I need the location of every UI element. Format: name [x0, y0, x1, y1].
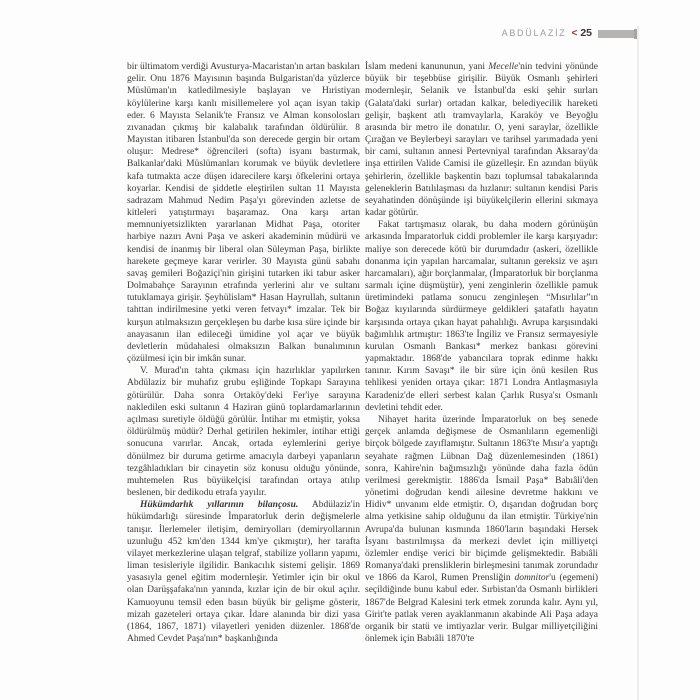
- text-segment: Nihayet harita üzerinde İmparatorluk on beş senede gerçek anlamda değişmese de Osmanlıların egemenliği birçok bölgede zayıflamıştır. Sultanın 1863'te Mısır'a yaptığı seyahate rağmen Lübnan Dağ düzenlemesinden (1861) sonra, Kahire'nin bağımsızlığı yönünde daha fazla ödün verilmesi gerekmiştir. 1886'da İsmail Paşa* Babıâli'den yönetimi doğrudan kendi ailesine devretme hakkını ve Hidiv* unvanını elde etmiştir. O, dışarıdan doğrudan borç alma yetkisine sahip olduğunu da ilan etmiştir. Türkiye'nin Avrupa'da bulunan kısmında 1860'ların başındaki Hersek İsyanı bastırılmışsa da merkezi devlet için milliyetçi özlemler endişe verici bir biçimde gelişmektedir. Babıâli Romanya'daki prensliklerin birleşmesini tanımak zorundadır ve 1866 da Karol, Rumen Prensliğin: [365, 414, 598, 584]
- page-edge-line: [637, 26, 639, 700]
- text-segment: domnitor: [514, 573, 550, 584]
- text-segment: Hükümdarlık yıllarının bilançosu.: [140, 500, 299, 511]
- paragraph: [127, 365, 360, 499]
- paragraph: [127, 499, 360, 645]
- text-segment: bir ültimatom verdiği Avusturya-Macaristan'ın artan baskıları gelir. Onu 1876 Mayısının başında Bulgaristan'da yüzlerce Müslüman'ın katledilmesiyle başlayan ve Hıristiyan köylülerine karşı kanlı misillemelere yol açan isyan takip eder. 6 Mayısta Selanik'te Fransız ve Alman konsolosları zıvanadan çıkmış bir kalabalık tarafından öldürülür. 8 Mayıstan itibaren İstanbul'da son derecede gergin bir ortam oluşur: Medrese* öğrencileri (softa) isyanı bastırmak, Balkanlar'daki Müslümanları korumak ve büyük devletlere kafa tutmakta acze düşen idarecilere karşı öfkelerini ortaya koyarlar. Kendisi de şiddetle eleştirilen sultan 11 Mayısta sadrazam Mahmud Nedim Paşa'yı görevinden azletse de kitleleri yatıştırmayı başaramaz. Ona karşı artan memnuniyetsizlikten yararlanan Midhat Paşa, otoriter harbiye nazırı Avni Paşa ve askeri akademinin müdürü ve kendisi de inanmış bir liberal olan Süleyman Paşa, birlikte harekete geçmeye karar verirler. 30 Mayısta günü sabahı savaş gemileri Boğaziçi'nin girişini tutarken iki tabur asker Dolmabahçe Sarayının etrafında yerlerini alır ve sultanı tutuklamaya girişir. Şeyhülislam* Hasan Hayrullah, sultanın tahttan indirilmesine yetki veren fetvayı* imzalar. Tek bir kurşun atılmaksızın gerçekleşen bu darbe kısa süre içinde bir anayasanın ilan edileceği ümidine yol açar ve büyük devletlerin müdahalesi olmaksızın Balkan bunalımının çözülmesi için bir imkân sunar.: [127, 62, 360, 365]
- text-segment: 'nin tedvini yönünde büyük bir teşebbüse girişilir. Büyük Osmanlı şehirleri modernleşir, Selanik ve İstanbul'da eski şehir surları (Galata'daki surlar) ortadan kalkar, belediyecilik hareketi gelişir, başkent atlı tramvaylarla, Karaköy ve Beyoğlu arasında bir metro ile donatılır. O, yeni saraylar, özellikle Çırağan ve Beylerbeyi sarayları ve tarihsel yarımadada yeni bir cami, sultanın annesi Pertevniyal tarafından Aksaray'da inşa ettirilen Valide Camisi ile güzelleşir. En azından büyük şehirlerin, özellikle başkentin bazı toplumsal tabakalarında geleneklerin Batılılaşması da hızlanır: sultanın kendisi Paris seyahatinden dönüşünde işi büyükelçilerin ellerini sıkmaya kadar götürür.: [365, 62, 598, 219]
- text-columns: [127, 61, 598, 665]
- paragraph: [365, 219, 598, 414]
- text-segment: 'u (egemeni) seçildiğinde bunu kabul eder. Sırbistan'da Osmanlı birlikleri 1867'de Belgrad Kalesini terk etmek zorunda kalır. Aynı yıl, Girit'te patlak veren ayaklanmanın akabinde Ali Paşa adaya organik bir statü ve imtiyazlar verir. Bulgar milliyetçiliğini önlemek için Babıâli 1870'te: [365, 573, 598, 645]
- text-segment: Fakat tartışmasız olarak, bu daha modern görünüşün arkasında İmparatorluk ciddi problemler ile karşı karşıyadır: maliye son derecede kötü bir durumdadır (askeri, özellikle donanma için yapılan harcamalar, sultanın gereksiz ve aşırı harcamaları), ağır borçlanmalar, (İmparatorluk bir borçlanma sarmalı içine düşmüştür), yeni zenginlerin özellikle pamuk üretimindeki patlama sonucu zenginleşen “Mısırlılar”ın Boğaz kıyılarında sürdürmeye geldikleri şatafatlı hayatın karşısında ortaya çıkan hayat pahalılığı. Avrupa karşısındaki bağımlılık artmıştır: 1863'te İngiliz ve Fransız sermayesiyle kurulan Osmanlı Bankası* merkez bankası görevini yapmaktadır. 1868'de yabancılara toprak edinme hakkı tanınır. Kırım Savaşı* ile bir süre için önü kesilen Rus tehlikesi yeniden ortaya çıkar: 1871 Londra Antlaşmasıyla Karadeniz'de elleri serbest kalan Çarlık Rusya'sı Osmanlı devletini tehdit eder.: [365, 220, 598, 413]
- paragraph: [365, 61, 598, 219]
- column-left: [127, 61, 360, 665]
- text-segment: V. Murad'ın tahta çıkması için hazırlıklar yapılırken Abdülaziz bir muhafız grubu eşliğinde Topkapı Sarayına götürülür. Daha sonra Ortaköy'deki Fer'iye sarayına nakledilen eski sultanın 4 Haziran günü toplardamarlarının açılması suretiyle öldüğü görülür. İntihar mı etmiştir, yoksa öldürülmüş müdür? Derhal getirilen hekimler, intihar ettiği sonucuna varırlar. Ancak, ortada eylemlerini geriye dönülmez bir duruma getirme amacıyla darbeyi yapanların tezgâhladıkları bir cinayetin söz konusu olduğu yönünde, muhtemelen Rus büyükelçisi tarafından ortaya atılıp beslenen, bir dedikodu etrafa yayılır.: [127, 366, 360, 499]
- page-number: 25: [580, 27, 592, 39]
- header-arrow-icon: <: [571, 28, 578, 39]
- text-segment: Mecelle: [488, 62, 519, 72]
- header-tab-bar: [598, 30, 637, 38]
- chapter-title: ABDÜLAZİZ: [501, 28, 567, 38]
- paragraph: [365, 414, 598, 645]
- column-right: [365, 61, 598, 665]
- text-segment: Abdülaziz'in hükümdarlığı süresinde İmparatorluk derin değişmelerle tanışır. İlerlemeler iletişim, demiryolları (demiryollarının uzunluğu 452 km'den 1344 km'ye çıkmıştır), her tarafta vilayet merkezlerine ulaşan telgraf, stabilize yolların yapımı, liman tesisleriyle ilgilidir. Bankacılık sistemi gelişir. 1869 yasasıyla genel eğitim modernleşir. Yetimler için bir okul olan Darüşşafaka'nın yanında, kızlar için de bir okul açılır. Kamuoyunu temsil eden basın büyük bir gelişme gösterir, mizah gazeteleri ortaya çıkar. İdare alanında bir dizi yasa (1864, 1867, 1871) vilayetleri yeniden düzenler. 1868'de Ahmed Cevdet Paşa'nın* başkanlığında: [127, 500, 360, 645]
- page-header: [0, 23, 592, 41]
- text-segment: İslam medeni kanununun, yani: [365, 62, 489, 72]
- paragraph: [127, 61, 360, 365]
